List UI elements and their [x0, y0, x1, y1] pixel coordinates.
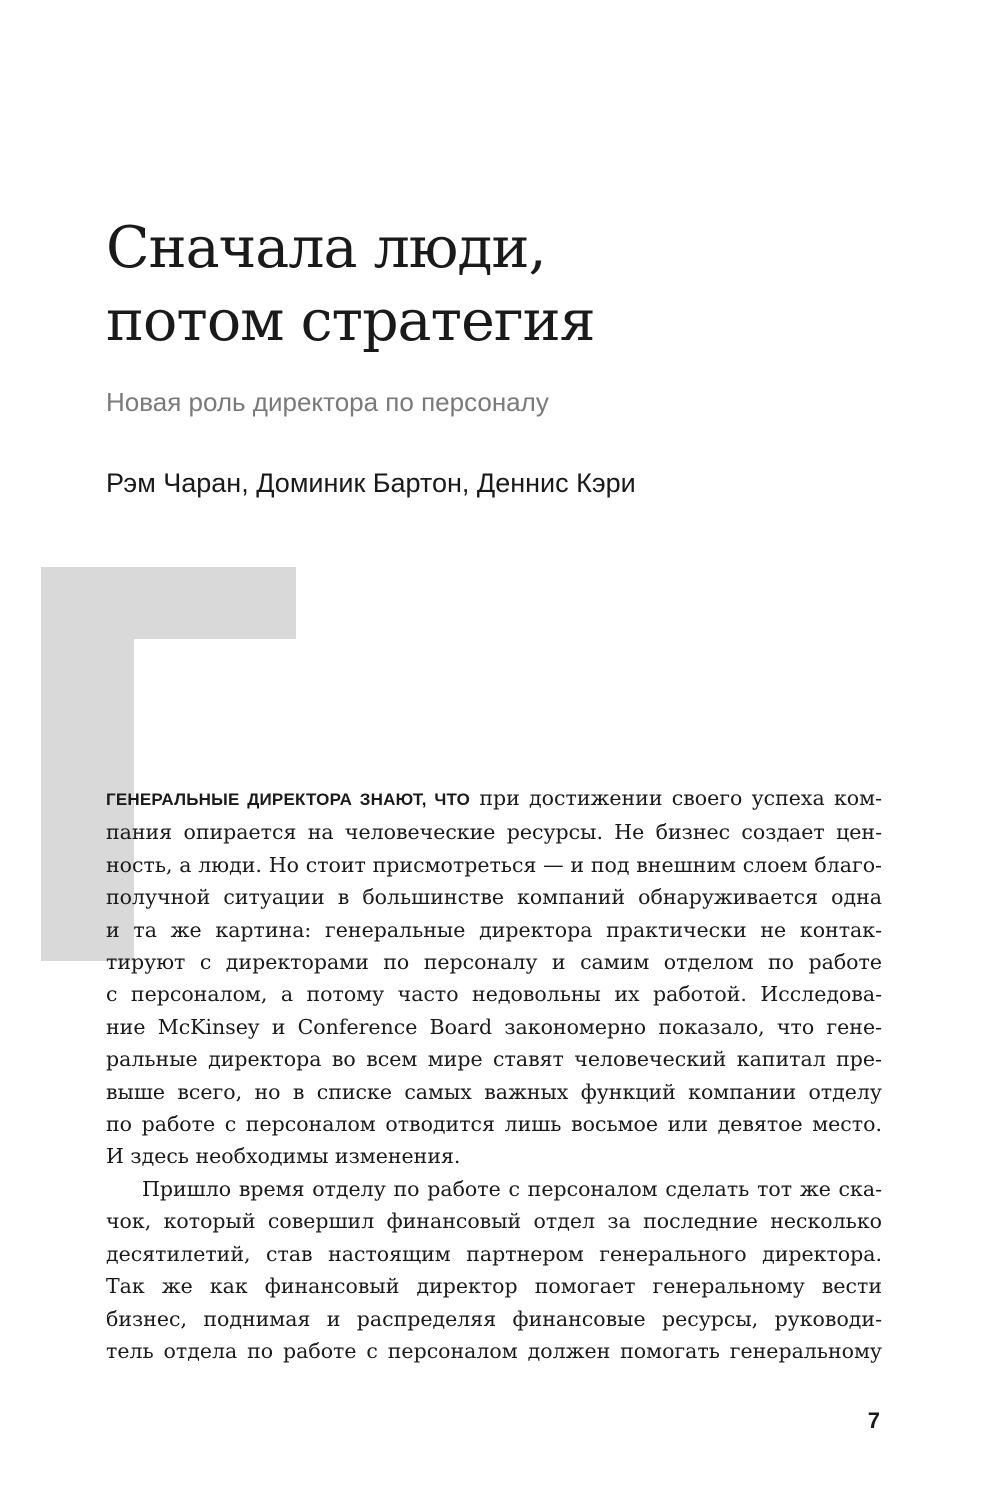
paragraph-1-line: выше всего, но в списке самых важных функций компании отделу — [106, 1079, 882, 1104]
paragraph-1-line: ность, а люди. Но стоит присмотреться — и под внешним слоем благо- — [106, 852, 882, 877]
paragraph-2-line: тель отдела по работе с персоналом должен помогать генеральному — [106, 1338, 882, 1363]
chapter-subtitle: Новая роль директора по персоналу — [106, 387, 549, 417]
chapter-title — [106, 212, 906, 358]
paragraph-1-line: тируют с директорами по персоналу и самим отделом по работе — [106, 950, 882, 975]
paragraph-2-line: чок, который совершил финансовый отдел за последние несколько — [106, 1209, 882, 1234]
paragraph-1-line: и та же картина: генеральные директора практически не контак- — [106, 917, 882, 942]
paragraph-2-line: бизнес, поднимая и распределяя финансовые ресурсы, руководи- — [106, 1306, 882, 1331]
paragraph-1-line: с персоналом, а потому часто недовольны их работой. Исследова- — [106, 982, 882, 1007]
paragraph-1-line: И здесь необходимы изменения. — [106, 1144, 461, 1169]
page-number: 7 — [867, 1408, 880, 1433]
paragraph-2-line: десятилетий, став настоящим партнером генерального директора. — [106, 1241, 882, 1266]
decorative-initial-bar-top — [41, 567, 296, 639]
chapter-authors: Рэм Чаран, Доминик Бартон, Деннис Кэри — [106, 468, 636, 498]
chapter-title-line-2: потом стратегия — [106, 288, 595, 354]
body-text — [106, 782, 882, 1367]
paragraph-1-line: по работе с персоналом отводится лишь восьмое или девятое место. — [106, 1112, 882, 1137]
paragraph-1-line: пания опирается на человеческие ресурсы. Не бизнес создает цен- — [106, 820, 882, 845]
paragraph-2-line: Пришло время отделу по работе с персоналом сделать тот же ска- — [142, 1176, 882, 1201]
paragraph-2-line: Так же как финансовый директор помогает генеральному вести — [106, 1274, 882, 1299]
paragraph-1-line: ГЕНЕРАЛЬНЫЕ ДИРЕКТОРА ЗНАЮТ, ЧТО при достижении своего успеха ком- — [106, 786, 882, 810]
paragraph-1-line: получной ситуации в большинстве компаний обнаруживается одна — [106, 885, 882, 910]
chapter-title-line-1: Сначала люди, — [106, 215, 546, 281]
paragraph-1-line: ние McKinsey и Conference Board закономерно показало, что гене- — [106, 1014, 882, 1039]
paragraph-1-line: ральные директора во всем мире ставят человеческий капитал пре- — [106, 1047, 882, 1072]
lead-in: ГЕНЕРАЛЬНЫЕ ДИРЕКТОРА ЗНАЮТ, ЧТО — [106, 790, 471, 809]
